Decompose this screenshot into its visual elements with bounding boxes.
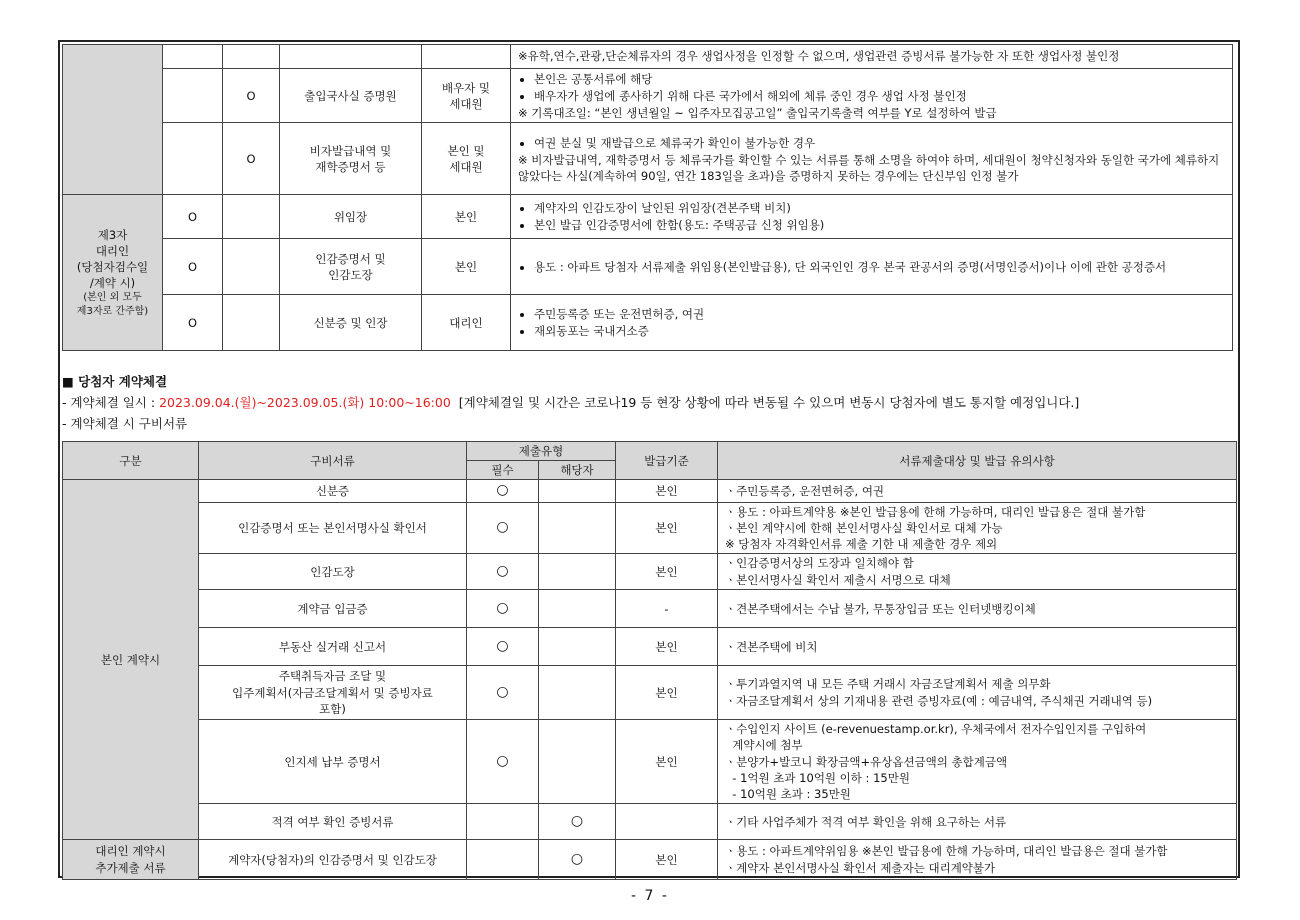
contract-section <box>62 372 1236 435</box>
page-number: - 7 - <box>631 888 669 904</box>
gray-cell <box>63 45 163 195</box>
table-row: O 인감증명서 및 인감도장 본인 • 용도 : 아파트 당첨자 서류제출 위임용(본인발급용), 단 외국인인 경우 본국 관공서의 증명(서명인증서)이나 이에 관한 공정증서 <box>63 239 1233 295</box>
table-row: 인지세 납부 증명서 ○ 본인 ㆍ수입인지 사이트 (e-revenuestamp.or.kr), 우체국에서 전자수입인지를 구입하여 계약시에 첨부 ㆍ분양가+발코니 확장금액+유상옵션금액의 총합계금액 - 1억원 초과 10억원 이하 : 15만원 - 10억원 초과 : 35만원 <box>63 720 1237 804</box>
table-row: O 출입국사실 증명원 배우자 및 세대원 • 본인은 공통서류에 해당 • 배우자가 생업에 종사하기 위해 다른 국가에서 해외에 체류 중인 경우 생업 사정 불인정 ※ 기록대조일: “본인 생년월일 ~ 입주자모집공고일” 출입국기록출력 여부를 Y로 설정하여 발급 <box>63 69 1233 123</box>
contract-date: 2023.09.04.(월)~2023.09.05.(화) 10:00~16:00 <box>159 395 451 410</box>
table-row: O 비자발급내역 및 재학증명서 등 본인 및 세대원 • 여권 분실 및 재발급으로 체류국가 확인이 불가능한 경우 ※ 비자발급내역, 재학증명서 등 체류국가를 확인할 수 있는 서류를 통해 소명을 하여야 하며, 세대원이 청약신청자와 동일한 국가에 체류하지 않았다는 사실(계속하여 90일, 연간 183일을 초과)을 증명하지 못하는 경우에는 단신부임 인정 불가 <box>63 123 1233 195</box>
proxy-documents-table <box>62 44 1233 351</box>
docs-line: - 계약체결 시 구비서류 <box>62 416 188 431</box>
contract-documents-table <box>62 441 1237 880</box>
header-row: 필수 해당자 <box>63 461 1237 480</box>
contract-date-line: - 계약체결 일시 : 2023.09.04.(월)~2023.09.05.(화) 10:00~16:00 [계약체결일 및 시간은 코로나19 등 현장 상황에 따라 변동될 수 있으며 변동시 당첨자에 별도 통지할 예정입니다.] <box>62 395 1080 410</box>
table-row: 본인 계약시 신분증 ○ 본인 ㆍ주민등록증, 운전면허증, 여권 <box>63 480 1237 503</box>
table-row: 제3자 대리인 (당첨자검수일 /계약 시) (본인 외 모두 제3자로 간주함) O 위임장 본인 • 계약자의 인감도장이 날인된 위임장(견본주택 비치) • 본인 발급 인감증명서에 한함(용도: 주택공급 신청 위임용) <box>63 195 1233 239</box>
table-row: 인감도장 ○ 본인 ㆍ인감증명서상의 도장과 일치해야 함 ㆍ본인서명사실 확인서 제출시 서명으로 대체 <box>63 554 1237 590</box>
table-row: O 신분증 및 인장 대리인 • 주민등록증 또는 운전면허증, 여권 • 재외동포는 국내거소증 <box>63 295 1233 351</box>
table-row: 대리인 계약시 추가제출 서류 계약자(당첨자)의 인감증명서 및 인감도장 ○ 본인 ㆍ용도 : 아파트계약위임용 ※본인 발급용에 한해 가능하며, 대리인 발급용은 절대 불가함 ㆍ계약자 본인서명사실 확인서 제출자는 대리계약불가 <box>63 840 1237 880</box>
self-contract-label: 본인 계약시 <box>63 480 199 840</box>
table-row: 계약금 입금증 ○ - ㆍ견본주택에서는 수납 불가, 무통장입금 또는 인터넷뱅킹이체 <box>63 590 1237 628</box>
table-row: 주택취득자금 조달 및 입주계획서(자금조달계획서 및 증빙자료 포함) ○ 본인 ㆍ투기과열지역 내 모든 주택 거래시 자금조달계획서 제출 의무화 ㆍ자금조달계획서 상의 기재내용 관련 증빙자료(예 : 예금내역, 주식채권 거래내역 등) <box>63 666 1237 720</box>
table-row <box>63 45 1233 69</box>
note-cell: • 계약자의 인감도장이 날인된 위임장(견본주택 비치) • 본인 발급 인감증명서에 한함(용도: 주택공급 신청 위임용) <box>511 195 1233 239</box>
table-row: 부동산 실거래 신고서 ○ 본인 ㆍ견본주택에 비치 <box>63 628 1237 666</box>
section-title: ■ 당첨자 계약체결 <box>62 374 168 389</box>
table-row: 적격 여부 확인 증빙서류 ○ ㆍ기타 사업주체가 적격 여부 확인을 위해 요구하는 서류 <box>63 804 1237 840</box>
header-row: 구분 구비서류 제출유형 발급기준 서류제출대상 및 발급 유의사항 <box>63 442 1237 461</box>
note-cell: • 용도 : 아파트 당첨자 서류제출 위임용(본인발급용), 단 외국인인 경우 본국 관공서의 증명(서명인증서)이나 이에 관한 공정증서 <box>511 239 1233 295</box>
note-cell: ※유학,연수,관광,단순체류자의 경우 생업사정을 인정할 수 없으며, 생업관련 증빙서류 불가능한 자 또한 생업사정 불인정 <box>511 45 1233 69</box>
table-row: 인감증명서 또는 본인서명사실 확인서 ○ 본인 ㆍ용도 : 아파트계약용 ※본인 발급용에 한해 가능하며, 대리인 발급용은 절대 불가함 ㆍ본인 계약시에 한해 본인서명사실 확인서로 대체 가능 ※ 당첨자 자격확인서류 제출 기한 내 제출한 경우 제외 <box>63 502 1237 553</box>
note-cell: • 여권 분실 및 재발급으로 체류국가 확인이 불가능한 경우 ※ 비자발급내역, 재학증명서 등 체류국가를 확인할 수 있는 서류를 통해 소명을 하여야 하며, 세대원이 청약신청자와 동일한 국가에 체류하지 않았다는 사실(계속하여 90일, 연간 183일을 초과)을 증명하지 못하는 경우에는 단신부임 인정 불가 <box>511 123 1233 195</box>
proxy-contract-label: 대리인 계약시 추가제출 서류 <box>63 840 199 880</box>
third-party-group-label: 제3자 대리인 (당첨자검수일 /계약 시) (본인 외 모두 제3자로 간주함) <box>63 195 163 351</box>
note-cell: • 본인은 공통서류에 해당 • 배우자가 생업에 종사하기 위해 다른 국가에서 해외에 체류 중인 경우 생업 사정 불인정 ※ 기록대조일: “본인 생년월일 ~ 입주자모집공고일” 출입국기록출력 여부를 Y로 설정하여 발급 <box>511 69 1233 123</box>
note-cell: • 주민등록증 또는 운전면허증, 여권 • 재외동포는 국내거소증 <box>511 295 1233 351</box>
